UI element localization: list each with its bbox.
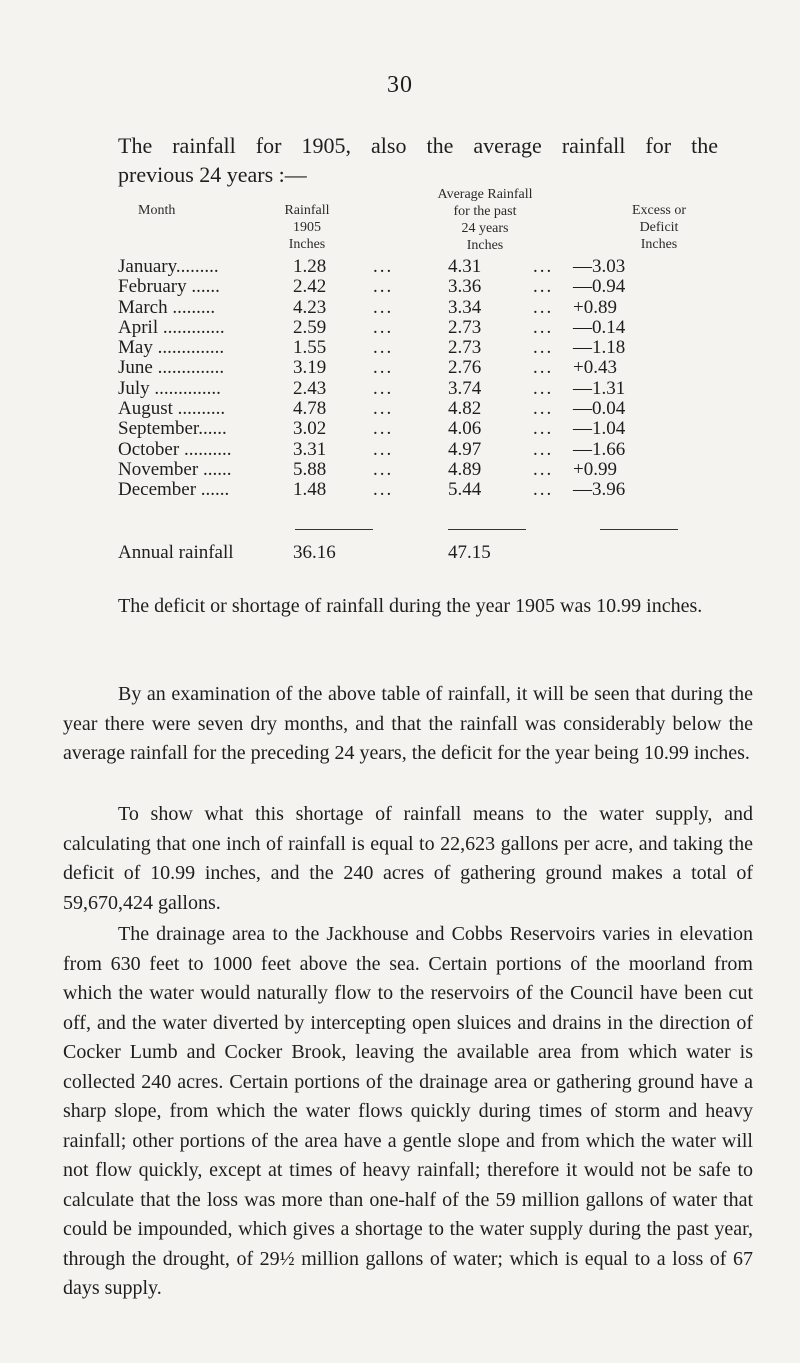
intro-word: the [691, 133, 718, 158]
average-cell: 5.44 [448, 479, 482, 501]
leader-dots: ... [373, 479, 394, 501]
leader-dots: ... [533, 438, 554, 460]
sum-rule-excess [600, 529, 678, 530]
average-cell: 2.76 [448, 357, 482, 379]
rainfall-cell: 3.19 [293, 357, 327, 379]
leader-dots: ... [533, 357, 554, 379]
intro-word: The [118, 133, 153, 158]
rainfall-cell: 5.88 [293, 458, 327, 480]
leader-dots: ... [533, 296, 554, 318]
leader-dots: ... [373, 438, 394, 460]
leader-dots: ... [373, 418, 394, 440]
table-row [118, 276, 738, 296]
month-cell: September...... [118, 418, 227, 440]
rainfall-cell: 4.23 [293, 296, 327, 318]
leader-dots: ... [533, 337, 554, 359]
intro-word: 1905, [301, 133, 351, 158]
intro-word: for [645, 133, 672, 158]
average-cell: 2.73 [448, 337, 482, 359]
leader-dots: ... [373, 276, 394, 298]
leader-dots: ... [373, 316, 394, 338]
leader-dots: ... [373, 296, 394, 318]
rainfall-cell: 1.48 [293, 479, 327, 501]
intro-line-2: previous 24 years :— [118, 162, 307, 187]
annual-average-total: 47.15 [448, 542, 491, 563]
rainfall-cell: 1.55 [293, 337, 327, 359]
sum-rule-average [448, 529, 526, 530]
average-cell: 4.82 [448, 398, 482, 420]
average-cell: 4.97 [448, 438, 482, 460]
leader-dots: ... [533, 479, 554, 501]
leader-dots: ... [373, 256, 394, 277]
excess-cell: —0.14 [573, 316, 626, 338]
excess-cell: —1.31 [573, 377, 626, 399]
average-cell: 2.73 [448, 316, 482, 338]
month-cell: March ......... [118, 296, 216, 318]
month-cell: June .............. [118, 357, 225, 379]
leader-dots: ... [373, 458, 394, 480]
header-month: Month [138, 203, 176, 218]
header-excess: Excess or Deficit Inches [631, 203, 687, 252]
header-rainfall: Rainfall 1905 Inches [284, 203, 330, 252]
average-cell: 4.31 [448, 256, 482, 277]
leader-dots: ... [533, 316, 554, 338]
leader-dots: ... [373, 398, 394, 420]
month-cell: November ...... [118, 458, 232, 480]
intro-word: rainfall [172, 133, 236, 158]
average-cell: 4.89 [448, 458, 482, 480]
month-cell: April ............. [118, 316, 225, 338]
rainfall-table [118, 256, 738, 500]
rainfall-cell: 2.43 [293, 377, 327, 399]
annual-rainfall-total: 36.16 [293, 542, 336, 563]
month-cell: July .............. [118, 377, 221, 399]
excess-cell: —1.18 [573, 337, 626, 359]
table-row [118, 418, 738, 438]
rainfall-cell: 2.59 [293, 316, 327, 338]
leader-dots: ... [533, 276, 554, 298]
rainfall-cell: 3.31 [293, 438, 327, 460]
table-row [118, 337, 738, 357]
excess-cell: —3.96 [573, 479, 626, 501]
excess-cell: —1.66 [573, 438, 626, 460]
rainfall-cell: 2.42 [293, 276, 327, 298]
paragraph-drainage: The drainage area to the Jackhouse and Cobbs Reservoirs varies in elevation from 630 feet to 1000 feet above the sea. Certain portions of the moorland from which the water would naturally flow to the reservoirs of the Council have been cut off, and the water diverted by intercepting open sluices and drains in the direction of Cocker Lumb and Cocker Brook, leaving the available area from which water is collected 240 acres. Certain portions of the drainage area or gathering ground have a sharp slope, from which the water flows quickly during times of storm and heavy rainfall; other portions of the area have a gentle slope and from which the water will not flow quickly, except at times of heavy rainfall; therefore it would not be safe to calculate that the loss was more than one-half of the 59 million gallons of water that could be impounded, which gives a shortage to the water supply during the past year, through the drought, of 29½ million gallons of water; which is equal to a loss of 67 days supply. [63, 923, 753, 1299]
annual-label: Annual rainfall [118, 542, 234, 563]
month-cell: December ...... [118, 479, 230, 501]
leader-dots: ... [373, 337, 394, 359]
excess-cell: +0.89 [573, 296, 617, 318]
average-cell: 3.34 [448, 296, 482, 318]
table-row [118, 439, 738, 459]
paragraph-shortage: To show what this shortage of rainfall means to the water supply, and calculating that one inch of rainfall is equal to 22,623 gallons per acre, and taking the deficit of 10.99 inches, and the 240 acres of gathering ground makes a total of 59,670,424 gallons. [63, 803, 753, 914]
rainfall-cell: 3.02 [293, 418, 327, 440]
table-row [118, 317, 738, 337]
leader-dots: ... [373, 377, 394, 399]
intro-word: for [255, 133, 282, 158]
month-cell: October .......... [118, 438, 232, 460]
table-row [118, 398, 738, 418]
table-row [118, 357, 738, 377]
month-cell: February ...... [118, 276, 220, 298]
month-cell: May .............. [118, 337, 225, 359]
intro-word: average [473, 133, 542, 158]
excess-cell: —3.03 [573, 256, 626, 277]
excess-cell: +0.43 [573, 357, 617, 379]
excess-cell: —0.04 [573, 398, 626, 420]
table-row [118, 256, 738, 276]
sum-rule-rainfall [295, 529, 373, 530]
leader-dots: ... [533, 256, 554, 277]
intro-word: the [426, 133, 454, 158]
intro-word: also [371, 133, 407, 158]
average-cell: 4.06 [448, 418, 482, 440]
leader-dots: ... [533, 458, 554, 480]
leader-dots: ... [533, 398, 554, 420]
rainfall-cell: 1.28 [293, 256, 327, 277]
excess-cell: +0.99 [573, 458, 617, 480]
excess-cell: —1.04 [573, 418, 626, 440]
table-row [118, 479, 738, 499]
average-cell: 3.74 [448, 377, 482, 399]
table-row [118, 378, 738, 398]
header-average: Average Rainfall for the past 24 years Inches [437, 187, 533, 253]
paragraph-deficit: The deficit or shortage of rainfall during the year 1905 was 10.99 inches. [118, 595, 703, 617]
table-row [118, 297, 738, 317]
leader-dots: ... [373, 357, 394, 379]
intro-line-1 [118, 131, 718, 160]
intro-text [118, 131, 718, 189]
leader-dots: ... [533, 377, 554, 399]
leader-dots: ... [533, 418, 554, 440]
intro-word: rainfall [561, 133, 626, 158]
rainfall-cell: 4.78 [293, 398, 327, 420]
page-number: 30 [387, 72, 413, 98]
table-row [118, 459, 738, 479]
month-cell: January......... [118, 256, 219, 277]
paragraph-examination: By an examination of the above table of rainfall, it will be seen that during the year there were seven dry months, and that the rainfall was considerably below the average rainfall for the preceding 24 years, the deficit for the year being 10.99 inches. [63, 683, 753, 764]
excess-cell: —0.94 [573, 276, 626, 298]
annual-rainfall-row [118, 542, 738, 566]
month-cell: August .......... [118, 398, 226, 420]
average-cell: 3.36 [448, 276, 482, 298]
